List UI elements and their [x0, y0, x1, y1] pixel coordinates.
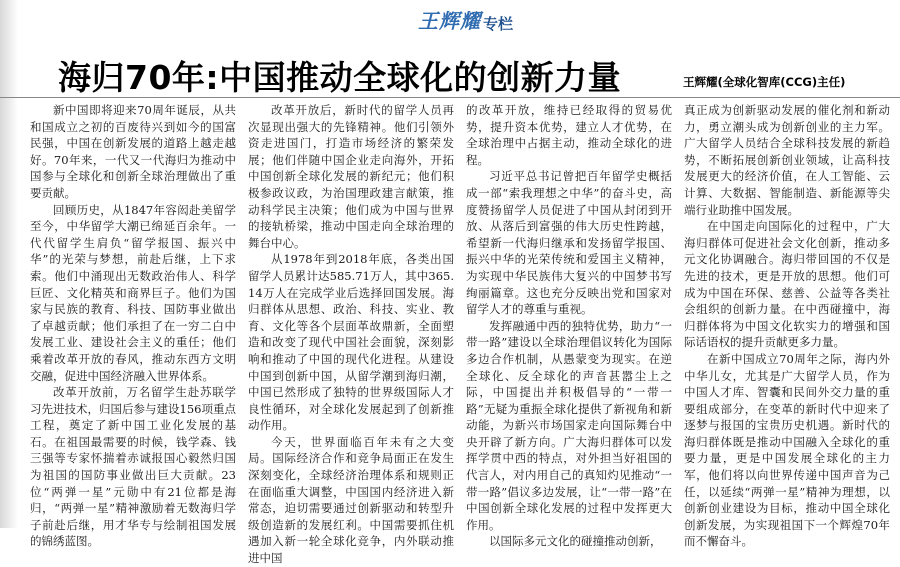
body-column-1	[30, 102, 236, 549]
paragraph: 在新中国成立70周年之际，海内外中华儿女，尤其是广大留学人员，作为中国人才库、智囊和民间外交力量的重要组成部分，在变革的新时代中迎来了逐梦与报国的宝贵历史机遇。新时代的海归群体既是推动中国融入全球化的重要力量，更是中国发展全球化的主力军，他们将以向世界传递中国声音为己任，以延续“两弹一星”精神为理想，以创新创业建设为目标，推动中国全球化创新发展，为实现祖国下一个辉煌70年而不懈奋斗。	[684, 351, 890, 549]
body-column-4	[684, 102, 890, 549]
page-edge-shadow	[0, 0, 18, 528]
article-title: 海归70年:中国推动全球化的创新力量	[58, 58, 622, 97]
paragraph: 回顾历史，从1847年容闳赴美留学至今，中华留学大潮已绵延百余年。一代代留学生肩负“留学报国、振兴中华”的光荣与梦想，前赴后继，上下求索。他们中涌现出无数政治伟人、科学巨匠、文化精英和商界巨子。他们为国家与民族的教育、科技、国防事业做出了卓越贡献；他们承担了在一穷二白中发展工业、建设社会主义的重任；他们乘着改革开放的春风，推动东西方文明交融，促进中国经济融入世界体系。	[30, 202, 236, 383]
column-name: 王辉耀	[418, 9, 481, 33]
column-suffix: 专栏	[483, 15, 514, 33]
article-byline: 王辉耀(全球化智库(CCG)主任)	[683, 75, 846, 89]
paragraph: 以国际多元文化的碰撞推动创新，	[489, 534, 662, 549]
paragraph: 新中国即将迎来70周年诞辰，从共和国成立之初的百废待兴到如今的国富民强，中国在创新发展的道路上越走越好。70年来，一代又一代海归为推动中国参与全球化和创新全球治理做出了重要贡献。	[30, 103, 236, 200]
article-body	[30, 102, 890, 566]
paragraph: 发挥融通中西的独特优势，助力“一带一路”建设以全球治理倡议转化为国际多边合作机制，从愚蒙变为现实。在逆全球化、反全球化的声音甚嚣尘上之际，中国提出并积极倡导的“一带一路”无疑为重振全球化提供了新视角和新动能，为新兴市场国家走向国际舞台中央开辟了新方向。广大海归群体可以发挥学贯中西的特点，对外担当好祖国的代言人，对内用自己的真知灼见推动“一带一路”倡议多边发展，让“一带一路”在中国创新全球化发展的过程中发挥更大作用。	[466, 318, 672, 532]
paragraph: 的改革开放，维持已经取得的贸易优势，提升资本优势，建立人才优势，在全球治理中占据主动，推动全球化的进程。	[466, 103, 672, 167]
paragraph: 真正成为创新驱动发展的催化剂和新动力，勇立潮头成为创新创业的主力军。广大留学人员结合全球科技发展的新趋势，不断拓展创新创业领域，让高科技发展更大的经济价值，在人工智能、云计算、大数据、智能制造、新能源等尖端行业助推中国发展。	[684, 103, 890, 217]
column-masthead	[418, 4, 513, 34]
paragraph: 从1978年到2018年底，各类出国留学人员累计达585.71万人，其中365.14万人在完成学业后选择回国发展。海归群体从思想、政治、科技、实业、教育、文化等各个层面革故鼎新，全面塑造和改变了现代中国社会面貌，深刻影响和推动了中国的现代化进程。从建设中国到创新中国，从留学潮到海归潮，中国已然形成了独特的世界级国际人才良性循环，对全球化发展起到了创新推动作用。	[248, 252, 454, 433]
body-column-2	[248, 102, 454, 566]
paragraph: 改革开放后，新时代的留学人员再次显现出强大的先锋精神。他们引领外资走进国门，打造市场经济的繁荣发展；他们伴随中国企业走向海外，开拓中国创新全球化发展的新纪元；他们积极参政议政，为治国理政建言献策，推动科学民主决策；他们成为中国与世界的接轨桥梁，推动中国走向全球治理的舞台中心。	[248, 103, 454, 250]
paragraph: 在中国走向国际化的过程中，广大海归群体可促进社会文化创新，推动多元文化协调融合。海归带回国的不仅是先进的技术，更是开放的思想。他们可成为中国在环保、慈善、公益等各类社会组织的创新力量。在中西碰撞中，海归群体将为中国文化软实力的增强和国际话语权的提升贡献更多力量。	[684, 219, 890, 350]
title-divider	[0, 97, 900, 98]
paragraph: 改革开放前，万名留学生赴苏联学习先进技术，归国后参与建设156项重点工程，奠定了新中国工业化发展的基石。在祖国最需要的时候，钱学森、钱三强等专家怀揣着赤诚报国心毅然归国为祖国的国防事业做出巨大贡献。23位“两弹一星”元勋中有21位都是海归，“两弹一星”精神激励着无数海归学子前赴后继，用才华专与绘制祖国发展的锦绣蓝图。	[30, 385, 236, 549]
paragraph: 今天，世界面临百年未有之大变局。国际经济合作和竞争局面正在发生深刻变化，全球经济治理体系和规则正在面临重大调整，中国国内经济进入新常态，迫切需要通过创新驱动和转型升级创造新的发展红利。中国需要抓住机遇加入新一轮全球化竞争，内外联动推进中国	[248, 434, 454, 566]
body-column-3	[466, 102, 672, 549]
paragraph: 习近平总书记曾把百年留学史概括成一部“索我理想之中华”的奋斗史，高度赞扬留学人员促进了中国从封闭到开放、从落后到富强的伟大历史性跨越，希望新一代海归继承和发扬留学报国、振兴中华的光荣传统和爱国主义精神，为实现中华民族伟大复兴的中国梦书写绚丽篇章。这也充分反映出党和国家对留学人才的尊重与重视。	[466, 169, 672, 317]
